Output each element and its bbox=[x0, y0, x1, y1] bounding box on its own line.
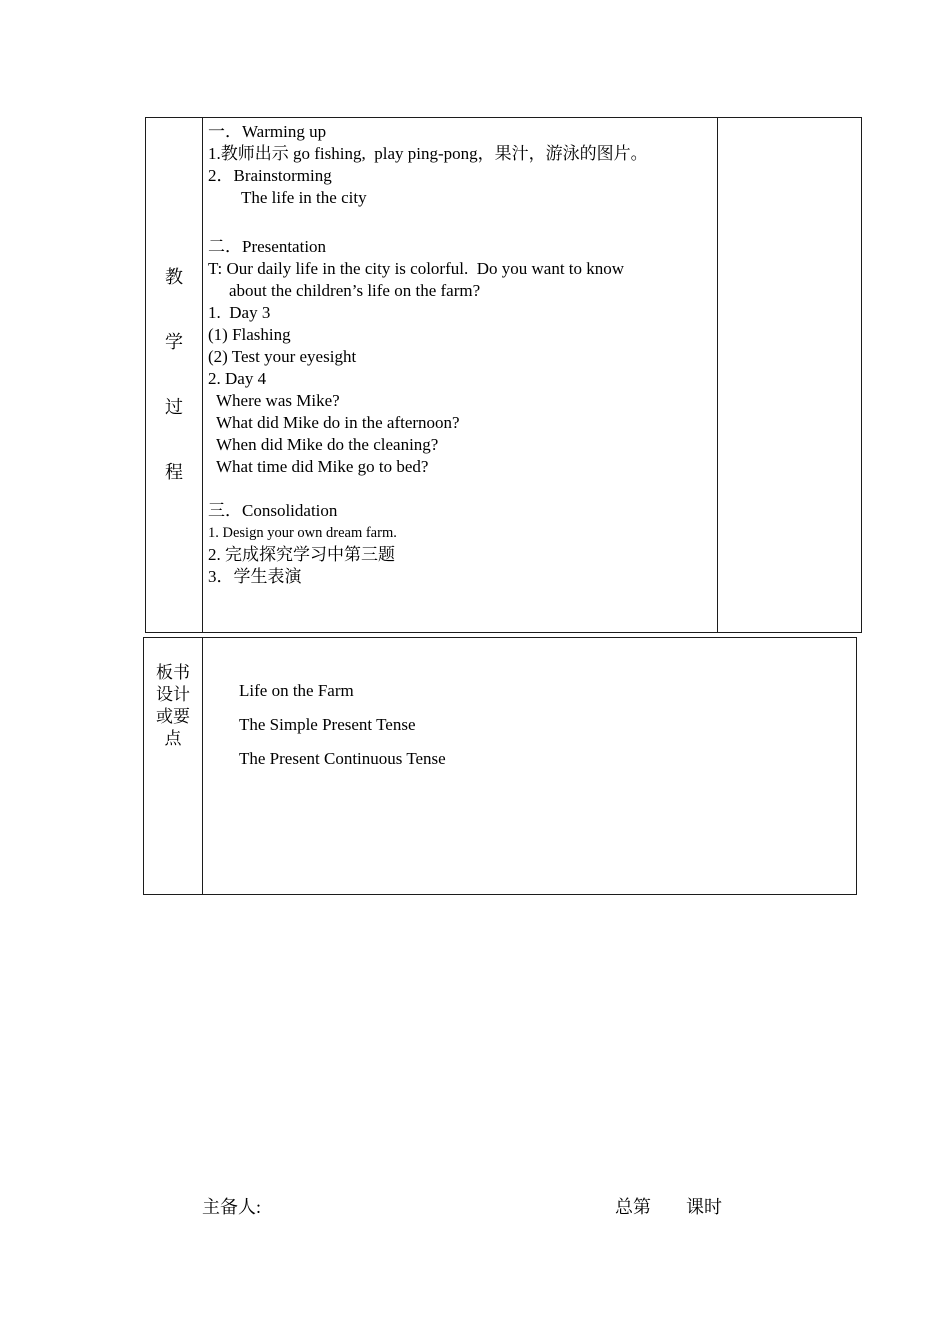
content-line: T: Our daily life in the city is colorful. Do you want to know bbox=[208, 259, 625, 278]
teaching-process-content-cell bbox=[203, 118, 718, 632]
board-line: The Present Continuous Tense bbox=[239, 749, 446, 768]
content-line: 2. 完成探究学习中第三题 bbox=[208, 545, 395, 564]
board-design-content-cell bbox=[203, 638, 856, 894]
teaching-process-label-char: 教 bbox=[165, 267, 183, 287]
content-line: 二．Presentation bbox=[208, 237, 327, 256]
remarks-cell-empty bbox=[718, 118, 861, 632]
lesson-period-suffix: 课时 bbox=[686, 1197, 722, 1217]
content-line bbox=[208, 478, 713, 500]
teaching-process-table bbox=[145, 117, 862, 633]
board-design-label-line: 或要 bbox=[156, 707, 190, 726]
content-line: about the children’s life on the farm? bbox=[229, 281, 481, 300]
board-design-label-line: 板书 bbox=[156, 663, 190, 682]
content-line: When did Mike do the cleaning? bbox=[216, 435, 439, 454]
content-line: (1) Flashing bbox=[208, 325, 291, 344]
board-line: The Simple Present Tense bbox=[239, 715, 416, 734]
lesson-count-label bbox=[615, 1196, 722, 1218]
content-line: 1.教师出示 go fishing, play ping-pong，果汁，游泳的图片。 bbox=[208, 144, 648, 163]
content-line: 1. Design your own dream farm. bbox=[208, 525, 397, 541]
content-line: 1. Day 3 bbox=[208, 303, 271, 322]
content-line: 3．学生表演 bbox=[208, 567, 302, 586]
content-line: 2．Brainstorming bbox=[208, 166, 332, 185]
board-design-label-cell bbox=[144, 638, 203, 894]
content-line: What time did Mike go to bed? bbox=[216, 457, 429, 476]
total-lesson-prefix: 总第 bbox=[615, 1197, 651, 1217]
teaching-process-label-cell bbox=[146, 118, 203, 632]
lead-preparer-label: 主备人: bbox=[202, 1197, 262, 1217]
content-line: What did Mike do in the afternoon? bbox=[216, 413, 460, 432]
content-line: Where was Mike? bbox=[216, 391, 340, 410]
content-line: (2) Test your eyesight bbox=[208, 347, 357, 366]
content-line bbox=[208, 209, 713, 231]
board-line: Life on the Farm bbox=[239, 681, 354, 700]
board-design-label-line: 点 bbox=[164, 729, 182, 748]
teaching-process-label-char: 程 bbox=[165, 462, 183, 482]
content-line: 2. Day 4 bbox=[208, 369, 267, 388]
board-design-table bbox=[143, 637, 857, 895]
board-design-label-line: 设计 bbox=[156, 685, 190, 704]
content-line: 一．Warming up bbox=[208, 122, 327, 141]
content-line: The life in the city bbox=[241, 188, 367, 207]
content-line: 三．Consolidation bbox=[208, 501, 338, 520]
teaching-process-label-char: 学 bbox=[165, 332, 183, 352]
teaching-process-label-char: 过 bbox=[165, 397, 183, 417]
